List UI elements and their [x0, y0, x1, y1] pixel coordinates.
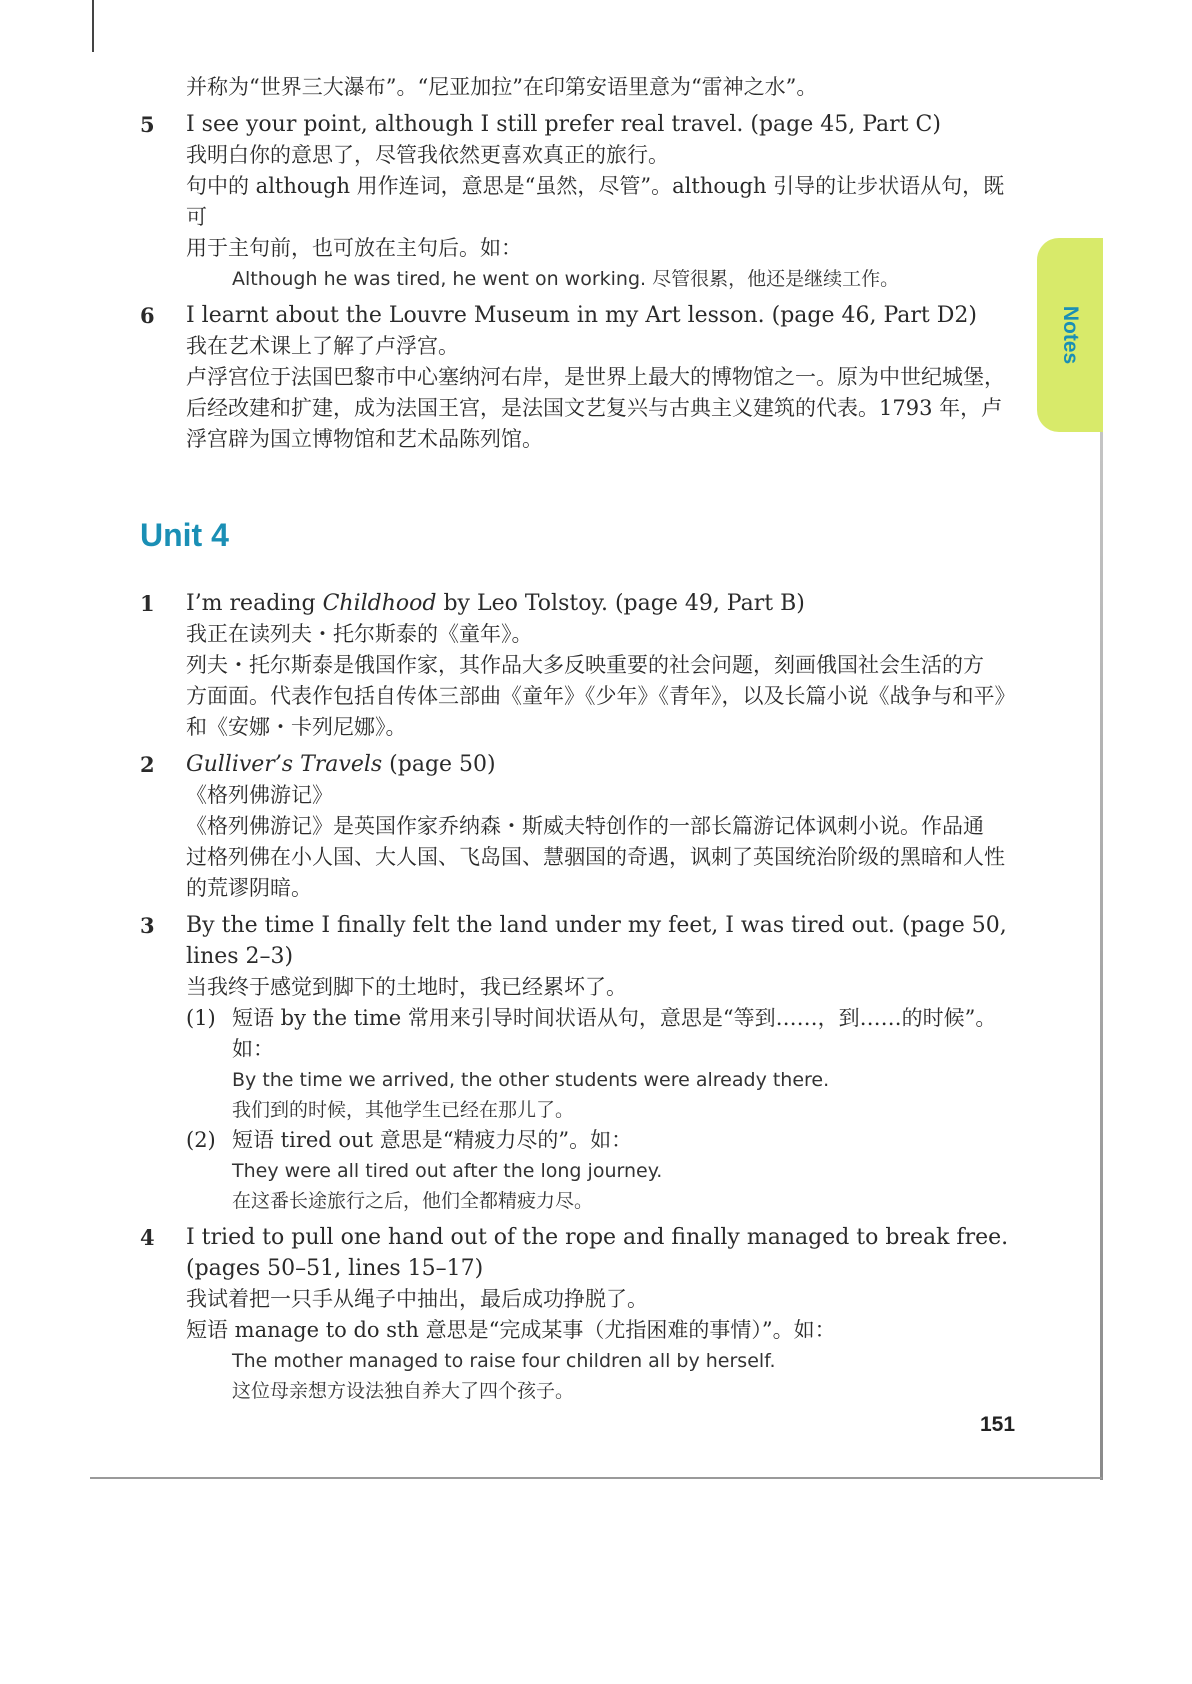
note-number: 2 [140, 752, 155, 777]
sentence-part: I’m reading [186, 591, 323, 616]
note-translation: 我正在读列夫・托尔斯泰的《童年》。 [186, 622, 533, 646]
note-explanation-line: 过格列佛在小人国、大人国、飞岛国、慧骃国的奇遇，讽刺了英国统治阶级的黑暗和人性 [186, 845, 1005, 869]
intro-line: 并称为“世界三大瀑布”。“尼亚加拉”在印第安语里意为“雷神之水”。 [186, 75, 818, 99]
sentence-part: (page 50) [382, 752, 496, 777]
note-example-en: The mother managed to raise four children all by herself. [232, 1350, 776, 1372]
note-explanation-line: 列夫・托尔斯泰是俄国作家，其作品大多反映重要的社会问题，刻画俄国社会生活的方 [186, 653, 984, 677]
note-sentence-en: (pages 50–51, lines 15–17) [186, 1256, 484, 1281]
unit4-note-1 [140, 588, 1020, 743]
sub-note-example-cn: 在这番长途旅行之后，他们全都精疲力尽。 [232, 1190, 594, 1212]
notes-tab-label: Notes [1059, 305, 1082, 365]
sub-note-example-en: They were all tired out after the long journey. [232, 1160, 663, 1182]
note-example-cn: 这位母亲想方设法独自养大了四个孩子。 [232, 1380, 575, 1402]
note-sentence-en: I tried to pull one hand out of the rope and finally managed to break free. [186, 1225, 1009, 1250]
note-translation: 我试着把一只手从绳子中抽出，最后成功挣脱了。 [186, 1287, 648, 1311]
notes-tab [1037, 238, 1103, 432]
note-number: 4 [140, 1225, 155, 1250]
sub-note-example-en: By the time we arrived, the other students were already there. [232, 1069, 830, 1091]
note-translation: 《格列佛游记》 [186, 783, 333, 807]
note-explanation-line: 的荒谬阴暗。 [186, 876, 312, 900]
note-number: 5 [140, 112, 155, 137]
note-translation: 当我终于感觉到脚下的土地时，我已经累坏了。 [186, 975, 627, 999]
unit-heading: Unit 4 [140, 517, 229, 553]
page-number: 151 [980, 1413, 1016, 1436]
note-sentence-en [186, 588, 1020, 619]
sub-note-1 [186, 1003, 1020, 1125]
note-explanation-line: 用于主句前，也可放在主句后。如： [186, 236, 522, 260]
notes-content [140, 72, 1020, 1406]
book-title: Gulliver’s Travels [186, 752, 383, 777]
note-number: 1 [140, 591, 155, 616]
note-explanation-line: 《格列佛游记》是英国作家乔纳森・斯威夫特创作的一部长篇游记体讽刺小说。作品通 [186, 814, 984, 838]
note-translation: 我明白你的意思了，尽管我依然更喜欢真正的旅行。 [186, 143, 669, 167]
scan-edge-bottom [90, 1477, 1102, 1479]
unit4-note-2 [140, 749, 1020, 904]
note-explanation-line: 后经改建和扩建，成为法国王宫，是法国文艺复兴与古典主义建筑的代表。1793 年，卢 [186, 396, 1003, 420]
sentence-part: by Leo Tolstoy. (page 49, Part B) [436, 591, 805, 616]
note-number: 6 [140, 303, 155, 328]
note-item-6 [140, 300, 1020, 455]
sub-note-text: 短语 tired out 意思是“精疲力尽的”。如： [232, 1128, 633, 1152]
note-sentence-en: lines 2–3) [186, 944, 294, 969]
unit4-note-4 [140, 1222, 1020, 1406]
sub-note-number: (1) [186, 1006, 216, 1030]
sub-note-2 [186, 1125, 1020, 1216]
note-explanation-line: 浮宫辟为国立博物馆和艺术品陈列馆。 [186, 427, 543, 451]
book-title: Childhood [322, 591, 437, 616]
note-explanation-line: 短语 manage to do sth 意思是“完成某事（尤指困难的事情）”。如： [186, 1318, 836, 1342]
note-explanation-line: 句中的 although 用作连词，意思是“虽然，尽管”。although 引导的让步状语从句，既可 [186, 174, 1005, 229]
unit4-note-3 [140, 910, 1020, 1216]
note-item-5 [140, 109, 1020, 294]
sub-note-text: 短语 by the time 常用来引导时间状语从句，意思是“等到……，到……的时候”。如： [232, 1006, 997, 1061]
sub-note-number: (2) [186, 1128, 216, 1152]
note-sentence-en: I see your point, although I still prefer real travel. (page 45, Part C) [186, 112, 941, 137]
sub-note-example-cn: 我们到的时候，其他学生已经在那儿了。 [232, 1099, 575, 1121]
note-explanation-line: 卢浮宫位于法国巴黎市中心塞纳河右岸，是世界上最大的博物馆之一。原为中世纪城堡， [186, 365, 1005, 389]
scan-edge-left [92, 0, 94, 52]
note-sentence-en: By the time I finally felt the land under my feet, I was tired out. (page 50, [186, 913, 1007, 938]
note-number: 3 [140, 913, 155, 938]
note-sentence-en: I learnt about the Louvre Museum in my Art lesson. (page 46, Part D2) [186, 303, 977, 328]
note-sentence-en [186, 749, 1020, 780]
note-explanation-line: 和《安娜・卡列尼娜》。 [186, 715, 407, 739]
note-example: Although he was tired, he went on working. 尽管很累，他还是继续工作。 [232, 268, 900, 290]
note-explanation-line: 方面面。代表作包括自传体三部曲《童年》《少年》《青年》，以及长篇小说《战争与和平》 [186, 684, 1016, 708]
note-translation: 我在艺术课上了解了卢浮宫。 [186, 334, 459, 358]
